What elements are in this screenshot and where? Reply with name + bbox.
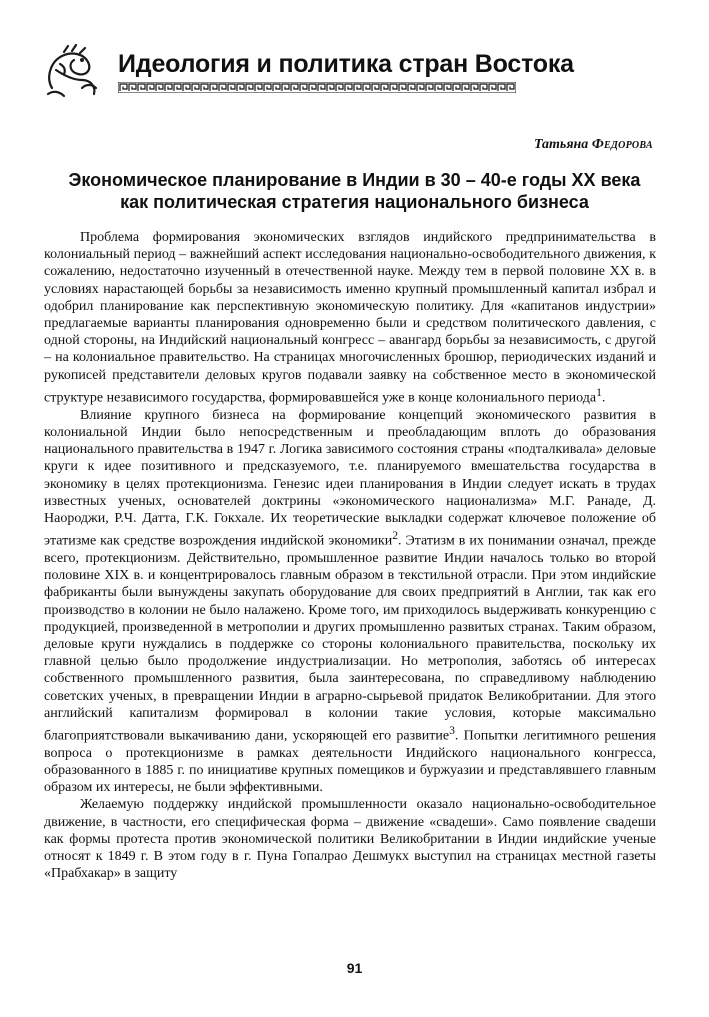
paragraph xyxy=(44,407,656,797)
paragraph-tail: . xyxy=(601,390,606,406)
greek-key-ornament-icon xyxy=(118,82,516,93)
dragon-emblem-icon xyxy=(42,44,104,100)
paragraph xyxy=(44,229,656,407)
journal-header xyxy=(42,44,574,104)
article-title-line-1: Экономическое планирование в Индии в 30 – 40-е годы XX века xyxy=(68,170,641,190)
paragraph-text: Проблема формирования экономических взглядов индийского предпринимательства в колониальный период – важнейший аспект исследования национально-освободительного движения, к сожалению, недостаточно изученный в отечественной науке. Между тем в первой половине XX в. в условиях нарастающей борьбы за независимость именно крупный промышленный капитал избрал и одобрил планирование как перспективную экономическую политику. Для «капитанов индустрии» предлагаемые варианты планирования одновременно были и средством политического давления, с одной стороны, на Индийский национальный конгресс – авангард борьбы за независимость, с другой – на колониальное правительство. На страницах многочисленных брошюр, периодических изданий и рукописей представители деловых кругов подавали заявку на собственное место в экономической структуре независимого государства, формировавшейся уже в конце колониального периода xyxy=(44,230,656,406)
journal-title: Идеология и политика стран Востока xyxy=(118,50,574,78)
page-number: 91 xyxy=(346,960,363,976)
author-given-name: Татьяна xyxy=(533,137,592,152)
author-surname: Федорова xyxy=(591,137,653,152)
author-name xyxy=(534,137,653,153)
footnote-marker: 3 xyxy=(449,724,455,737)
footnote-marker: 2 xyxy=(392,529,399,543)
paragraph-tail: . Этатизм в их понимании означал, прежде всего, протекционизм. Действительно, промышленное развитие Индии началось только во второй половине XIX в. и концентрировалось главным образом в текстильной отрасли. При этом индийские фабриканты были вынуждены закупать оборудование для своих предприятий в Англии, так как его производство в колонии не было налажено. Кроме того, им приходилось выдерживать конкуренцию с продукцией, произведенной в метрополии и других промышленно развитых странах. Таким образом, деловые круги нуждались в поддержке со стороны колониального правительства, поскольку их главной целью было продолжение индустриализации. Но метрополия, заботясь об интересах собственного промышленного развития, была заинтересована, по справедливому наблюдению советских ученых, в превращении Индии в аграрно-сырьевой придаток Великобритании. Для этого английский капитализм формировал в колонии такие условия, которые максимально благоприятствовали выкачиванию дани, ускоряющей его развитие xyxy=(44,533,656,744)
article-body xyxy=(44,229,656,882)
article-title xyxy=(30,169,679,213)
paragraph-text: Влияние крупного бизнеса на формирование концепций экономического развития в колониальной Индии было непосредственным и преобладающим вплоть до образования национального правительства в 1947 г. Логика зависимого состояния страны «подталкивала» деловые круги к идее позитивного и предсказуемого, т.е. планируемого вмешательства государства в экономику в целях протекционизма. Генезис идеи планирования в Индии следует искать в трудах известных ученых, основателей доктрины «экономического национализма» М.Г. Ранаде, Д. Наороджи, Р.Ч. Датта, Г.К. Гокхале. Их теоретические выкладки содержат ключевое положение об этатизме как средстве возрождения индийской экономики xyxy=(44,407,656,549)
footnote-marker: 1 xyxy=(596,385,602,399)
article-title-line-2: как политическая стратегия национального бизнеса xyxy=(120,192,589,212)
paragraph xyxy=(44,796,656,882)
paragraph-text: Желаемую поддержку индийской промышленности оказало национально-освободительное движение, в частности, его специфическая форма – движение «свадеши». Само появление свадеши как формы протеста против экономической политики Великобритании в Индии индийские ученые относят к 1849 г. В этом году в г. Пуна Гопалрао Дешмукх выступил на страницах местной газеты «Прабхакар» в защиту xyxy=(44,797,656,882)
paragraph-tail: . Попытки легитимного решения вопроса о протекционизме в рамках деятельности Индийского национального конгресса, образованного в 1885 г. по инициативе крупных помещиков и буржуазии и представлявшего главным образом их интересы, не были эффективными. xyxy=(44,728,656,796)
